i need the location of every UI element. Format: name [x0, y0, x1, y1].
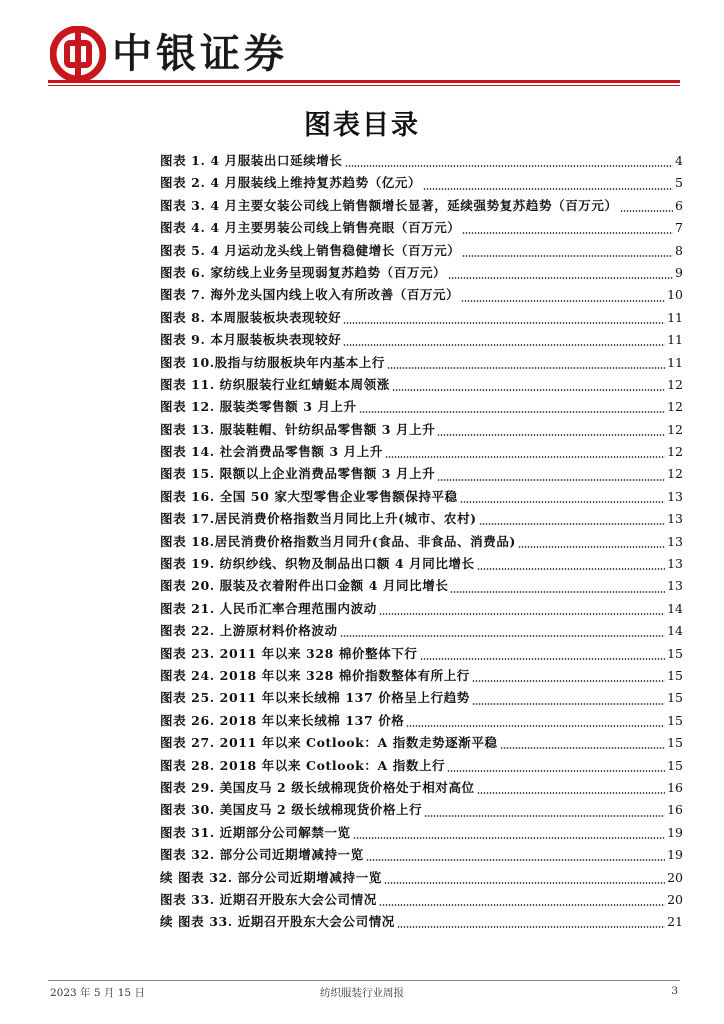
footer-report-type: 纺织服装行业周报 [320, 987, 404, 999]
toc-dot-leader [387, 367, 665, 369]
toc-dot-leader [392, 389, 665, 391]
toc-entry-title: 图表 32. 部分公司近期增减持一览 [160, 847, 364, 863]
toc-dot-leader [420, 658, 666, 660]
toc-entry[interactable] [160, 172, 683, 194]
toc-entry-title: 图表 9. 本月服装板块表现较好 [160, 332, 342, 348]
toc-entry-page: 13 [667, 511, 683, 527]
toc-title: 图表目录 [304, 110, 420, 141]
toc-entry[interactable] [160, 889, 683, 911]
toc-entry[interactable] [160, 307, 683, 329]
toc-entry[interactable] [160, 867, 683, 889]
toc-entry-page: 21 [667, 914, 683, 930]
toc-dot-leader [340, 635, 666, 637]
toc-entry-page: 13 [667, 578, 683, 594]
toc-entry[interactable] [160, 217, 683, 239]
footer-page-number: 3 [671, 985, 678, 997]
toc-entry-page: 6 [675, 197, 683, 213]
toc-entry-page: 11 [667, 309, 683, 325]
header-rule-thin [48, 85, 680, 86]
toc-entry-page: 19 [667, 824, 683, 840]
toc-dot-leader [461, 300, 665, 302]
toc-entry[interactable] [160, 687, 683, 709]
toc-dot-leader [447, 770, 665, 772]
toc-dot-leader [472, 703, 665, 705]
toc-entry-page: 12 [667, 399, 683, 415]
toc-entry-title: 图表 1. 4 月服装出口延续增长 [160, 153, 343, 168]
toc-entry-page: 15 [667, 757, 683, 773]
toc-dot-leader [366, 859, 665, 861]
toc-entry-page: 12 [667, 466, 683, 482]
toc-entry[interactable] [160, 822, 683, 844]
toc-entry-title: 图表 30. 美国皮马 2 级长绒棉现货价格上行 [160, 802, 423, 818]
toc-dot-leader [384, 882, 665, 884]
toc-entry[interactable] [160, 777, 683, 799]
toc-entry-page: 15 [667, 690, 683, 706]
toc-entry[interactable] [160, 553, 683, 575]
toc-entry-title: 图表 14. 社会消费品零售额 3 月上升 [160, 444, 383, 460]
toc-entry-title: 图表 7. 海外龙头国内线上收入有所改善（百万元） [160, 287, 460, 303]
toc-entry-title: 图表 22. 上游原材料价格波动 [160, 623, 338, 639]
toc-entry[interactable] [160, 352, 683, 374]
toc-entry-title: 图表 10.股指与纺服板块年内基本上行 [160, 354, 385, 370]
toc-entry-page: 16 [667, 779, 683, 795]
toc-entry-page: 15 [667, 667, 683, 683]
toc-entry[interactable] [160, 710, 683, 732]
toc-entry[interactable] [160, 531, 683, 553]
toc-entry[interactable] [160, 463, 683, 485]
toc-entry-title: 图表 26. 2018 年以来长绒棉 137 价格 [160, 712, 405, 728]
toc-entry-title: 图表 19. 纺织纱线、织物及制品出口额 4 月同比增长 [160, 556, 475, 572]
toc-entry-title: 图表 25. 2011 年以来长绒棉 137 价格呈上行趋势 [160, 690, 470, 706]
toc-dot-leader [500, 747, 666, 749]
toc-entry-page: 20 [667, 869, 683, 885]
toc-entry-title: 图表 4. 4 月主要男装公司线上销售亮眼（百万元） [160, 220, 461, 236]
toc-entry[interactable] [160, 150, 683, 172]
toc-list [160, 150, 683, 934]
toc-entry[interactable] [160, 643, 683, 665]
toc-entry-page: 11 [667, 332, 683, 348]
toc-entry[interactable] [160, 911, 683, 933]
toc-entry-page: 4 [675, 153, 683, 168]
toc-dot-leader [424, 815, 665, 817]
toc-entry[interactable] [160, 441, 683, 463]
toc-entry-title: 图表 3. 4 月主要女装公司线上销售额增长显著，延续强势复苏趋势（百万元） [160, 197, 618, 213]
toc-dot-leader [379, 613, 665, 615]
toc-entry-title: 图表 6. 家纺线上业务呈现弱复苏趋势（百万元） [160, 264, 447, 280]
toc-entry[interactable] [160, 419, 683, 441]
toc-dot-leader [397, 926, 665, 928]
toc-entry-page: 12 [667, 444, 683, 460]
toc-entry-page: 8 [675, 242, 683, 258]
toc-dot-leader [379, 904, 665, 906]
toc-entry-page: 13 [667, 556, 683, 572]
toc-entry[interactable] [160, 195, 683, 217]
toc-entry-title: 图表 5. 4 月运动龙头线上销售稳健增长（百万元） [160, 242, 461, 258]
toc-entry-title: 图表 29. 美国皮马 2 级长绒棉现货价格处于相对高位 [160, 779, 475, 795]
toc-entry-title: 图表 24. 2018 年以来 328 棉价指数整体有所上行 [160, 667, 470, 683]
toc-entry[interactable] [160, 284, 683, 306]
toc-entry[interactable] [160, 486, 683, 508]
toc-entry-page: 14 [667, 600, 683, 616]
toc-entry-title: 图表 28. 2018 年以来 Cotlook：A 指数上行 [160, 757, 446, 773]
toc-entry-page: 11 [667, 354, 683, 370]
toc-dot-leader [472, 680, 665, 682]
toc-dot-leader [477, 568, 665, 570]
toc-entry-title: 图表 15. 限额以上企业消费品零售额 3 月上升 [160, 466, 436, 482]
toc-dot-leader [359, 411, 665, 413]
toc-dot-leader [437, 479, 665, 481]
toc-dot-leader [450, 591, 665, 593]
toc-entry[interactable] [160, 755, 683, 777]
toc-entry-page: 7 [675, 220, 683, 236]
toc-dot-leader [385, 456, 665, 458]
toc-entry-title: 图表 17.居民消费价格指数当月同比上升(城市、农村) [160, 511, 477, 527]
toc-entry[interactable] [160, 374, 683, 396]
bank-of-china-logo-icon [50, 26, 106, 82]
toc-dot-leader [518, 546, 665, 548]
toc-entry-page: 15 [667, 735, 683, 751]
toc-entry-title: 图表 11. 纺织服装行业红蜻蜓本周领涨 [160, 376, 390, 392]
toc-dot-leader [343, 344, 665, 346]
toc-dot-leader [479, 523, 665, 525]
toc-entry-page: 12 [667, 376, 683, 392]
toc-dot-leader [353, 837, 665, 839]
toc-dot-leader [460, 501, 665, 503]
toc-entry-page: 13 [667, 533, 683, 549]
toc-entry-title: 图表 12. 服装类零售额 3 月上升 [160, 399, 357, 415]
toc-entry[interactable] [160, 620, 683, 642]
toc-dot-leader [423, 188, 673, 190]
toc-entry-page: 13 [667, 488, 683, 504]
toc-entry-page: 14 [667, 623, 683, 639]
toc-dot-leader [448, 277, 673, 279]
toc-entry[interactable] [160, 240, 683, 262]
toc-entry[interactable] [160, 844, 683, 866]
toc-entry-title: 图表 33. 近期召开股东大会公司情况 [160, 891, 377, 907]
footer-date: 2023 年 5 月 15 日 [50, 987, 145, 999]
toc-entry[interactable] [160, 396, 683, 418]
toc-entry[interactable] [160, 598, 683, 620]
toc-dot-leader [343, 322, 665, 324]
toc-entry[interactable] [160, 799, 683, 821]
toc-entry-title: 图表 18.居民消费价格指数当月同升(食品、非食品、消费品) [160, 533, 516, 549]
toc-entry-page: 20 [667, 891, 683, 907]
toc-dot-leader [345, 165, 674, 167]
toc-entry[interactable] [160, 329, 683, 351]
toc-dot-leader [462, 232, 673, 234]
toc-entry-page: 15 [667, 712, 683, 728]
toc-entry-page: 10 [667, 287, 683, 303]
brand-name: 中银证券 [112, 30, 288, 77]
toc-dot-leader [462, 255, 673, 257]
toc-entry-title: 图表 23. 2011 年以来 328 棉价整体下行 [160, 645, 418, 661]
toc-entry-title: 续 图表 33. 近期召开股东大会公司情况 [160, 914, 395, 930]
toc-dot-leader [477, 792, 665, 794]
toc-entry-page: 12 [667, 421, 683, 437]
toc-dot-leader [620, 210, 673, 212]
toc-entry-page: 9 [675, 264, 683, 280]
toc-dot-leader [437, 434, 665, 436]
toc-entry-title: 续 图表 32. 部分公司近期增减持一览 [160, 869, 382, 885]
toc-entry-page: 16 [667, 802, 683, 818]
toc-entry-page: 15 [667, 645, 683, 661]
toc-entry-title: 图表 2. 4 月服装线上维持复苏趋势（亿元） [160, 175, 422, 191]
toc-entry-title: 图表 16. 全国 50 家大型零售企业零售额保持平稳 [160, 488, 458, 504]
toc-entry-title: 图表 21. 人民币汇率合理范围内波动 [160, 600, 377, 616]
toc-dot-leader [406, 725, 665, 727]
toc-entry-title: 图表 8. 本周服装板块表现较好 [160, 309, 342, 325]
toc-entry-title: 图表 27. 2011 年以来 Cotlook：A 指数走势逐渐平稳 [160, 735, 498, 751]
toc-entry[interactable] [160, 575, 683, 597]
toc-entry[interactable] [160, 732, 683, 754]
toc-entry-page: 19 [667, 847, 683, 863]
toc-entry-page: 5 [675, 175, 683, 191]
toc-entry[interactable] [160, 508, 683, 530]
footer-rule [48, 980, 680, 981]
page-header [0, 0, 724, 90]
toc-entry-title: 图表 13. 服装鞋帽、针纺织品零售额 3 月上升 [160, 421, 436, 437]
toc-entry-title: 图表 20. 服装及衣着附件出口金额 4 月同比增长 [160, 578, 449, 594]
toc-entry[interactable] [160, 665, 683, 687]
toc-entry-title: 图表 31. 近期部分公司解禁一览 [160, 824, 351, 840]
toc-entry[interactable] [160, 262, 683, 284]
header-rule [48, 80, 680, 83]
